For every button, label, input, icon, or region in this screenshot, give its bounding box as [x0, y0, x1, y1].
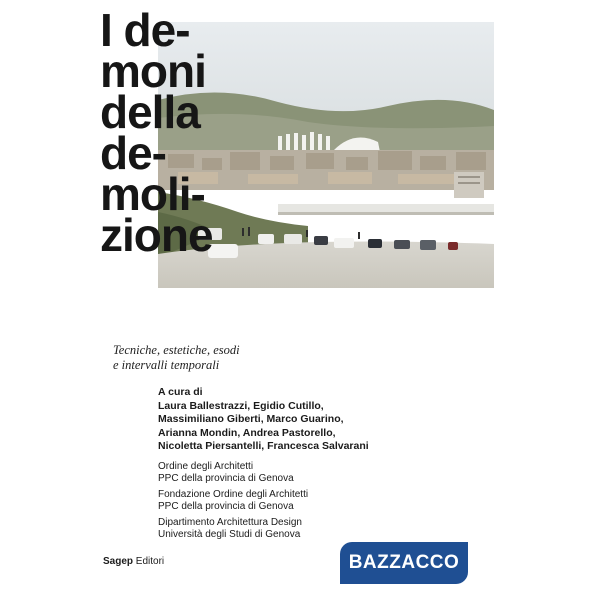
editors-line: Arianna Mondin, Andrea Pastorello, [158, 426, 336, 439]
institution-line: Dipartimento Architettura Design [158, 517, 302, 528]
title-line: moni [100, 45, 206, 97]
publisher-name [103, 556, 164, 567]
editors-line: Nicoletta Piersantelli, Francesca Salvarani [158, 440, 369, 453]
title-line: moli- [100, 168, 205, 220]
book-title [100, 4, 213, 261]
badge-label: BAZZACCO [348, 552, 460, 573]
publisher-suffix: Editori [133, 556, 165, 567]
institution-line: PPC della provincia di Genova [158, 473, 294, 485]
title-line: de- [100, 127, 166, 179]
bazzacco-badge [340, 542, 468, 584]
institution-group [158, 461, 308, 485]
institution-group [158, 489, 308, 513]
editors-line: Massimiliano Giberti, Marco Guarino, [158, 413, 344, 426]
title-line: I de- [100, 4, 190, 56]
editors-block [158, 386, 369, 454]
subtitle-line: Tecniche, estetiche, esodi [113, 343, 240, 357]
title-line: zione [100, 209, 213, 261]
institution-line: Ordine degli Architetti [158, 461, 254, 472]
institution-line: Università degli Studi di Genova [158, 529, 301, 541]
subtitle-line: e intervalli temporali [113, 358, 220, 372]
institution-line: PPC della provincia di Genova [158, 501, 294, 513]
publisher-brand: Sagep [103, 556, 134, 567]
book-subtitle [113, 343, 240, 373]
editors-heading: A cura di [158, 386, 203, 398]
institution-line: Fondazione Ordine degli Architetti [158, 489, 309, 500]
institutions-block [158, 461, 308, 545]
institution-group [158, 517, 308, 541]
editors-line: Laura Ballestrazzi, Egidio Cutillo, [158, 399, 324, 412]
title-line: della [100, 86, 200, 138]
